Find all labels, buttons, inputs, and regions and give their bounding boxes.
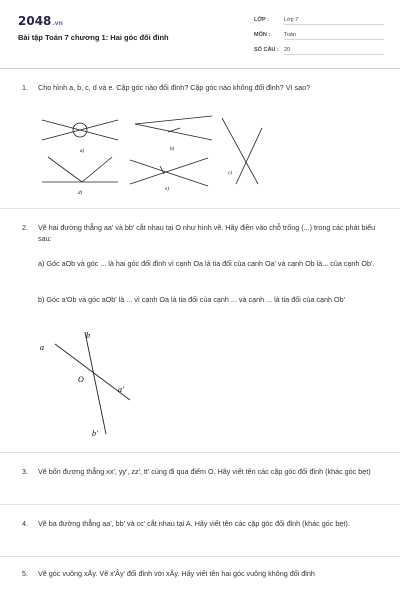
page-title: Bài tập Toán 7 chương 1: Hai góc đối đỉnh — [18, 33, 169, 42]
meta-subject: MÔN : Toán — [254, 32, 384, 38]
logo[interactable]: 2048.vn — [18, 14, 63, 28]
separator — [0, 556, 400, 557]
fig2-label-o: O — [78, 375, 84, 384]
separator — [0, 504, 400, 505]
meta-question-count: SỐ CÂU : 20 — [254, 47, 384, 53]
fig1-label-c: c) — [228, 171, 232, 176]
fig1-label-e: e) — [165, 187, 169, 192]
question-2-part-a: a) Góc aOb và góc ... là hai góc đối đỉnh vì cạnh Oa là tia đối của cạnh Oa' và cạnh Ob là... của cạnh Ob'. — [38, 259, 375, 268]
separator — [0, 208, 400, 209]
figure-2 — [30, 322, 170, 442]
question-2-part-b: b) Góc a'Ob và góc aOb' là ... vì cạnh Oa là tia đối của cạnh ... và cạnh ... là tia đối của cạnh Ob' — [38, 295, 345, 304]
header-divider — [0, 68, 400, 69]
figure-1 — [0, 112, 400, 212]
fig2-label-a: a — [40, 343, 44, 352]
fig1-label-b: b) — [170, 147, 175, 152]
fig2-label-b-prime: b' — [92, 429, 98, 438]
fig1-label-a: a) — [80, 149, 85, 154]
page-header — [0, 0, 400, 66]
meta-class: LỚP : Lớp 7 — [254, 17, 384, 23]
fig2-label-b: b — [86, 331, 90, 340]
fig2-label-a-prime: a' — [118, 385, 124, 394]
separator — [0, 452, 400, 453]
fig1-label-d: d) — [78, 191, 83, 196]
